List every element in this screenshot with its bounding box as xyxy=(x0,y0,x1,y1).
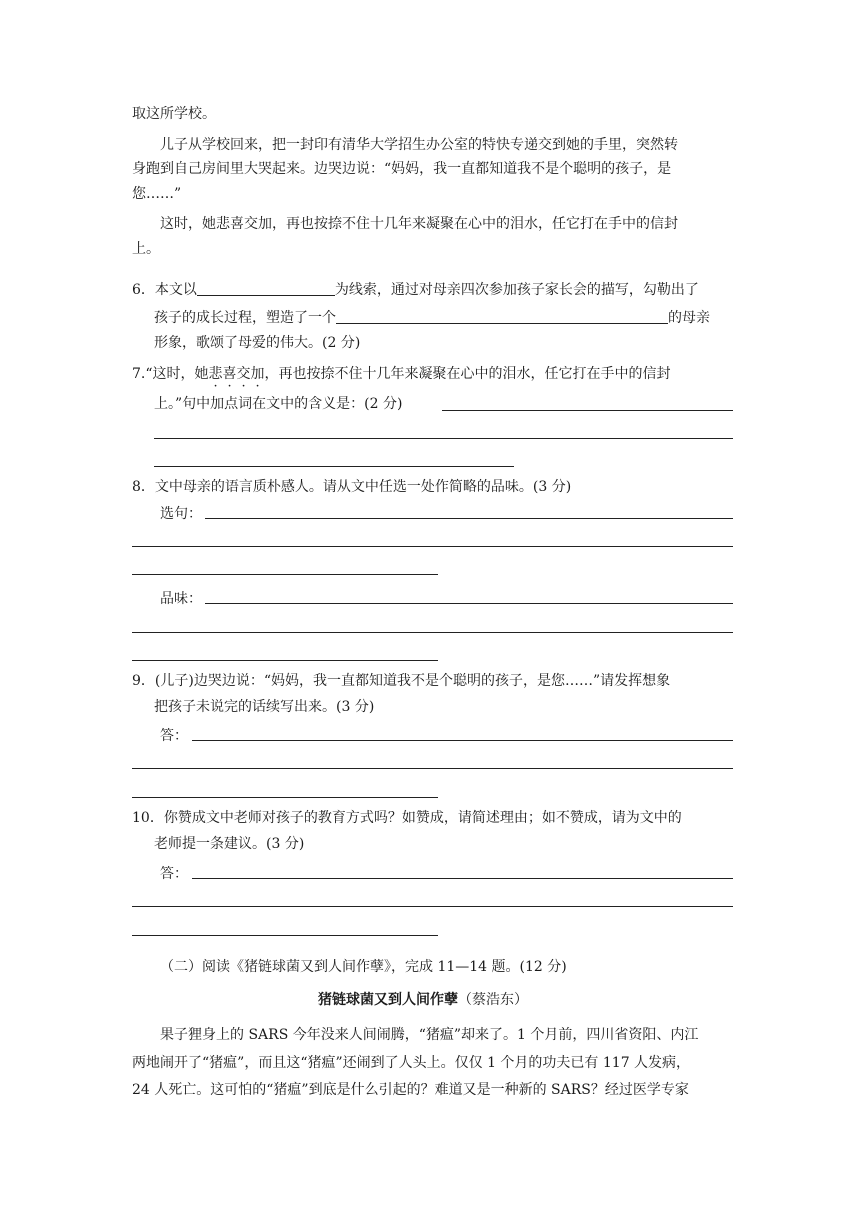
story-line: 您……” xyxy=(132,186,182,202)
story-line: 儿子从学校回来，把一封印有清华大学招生办公室的特快专递交到她的手里，突然转 xyxy=(160,137,678,153)
article-line: 24 人死亡。这可怕的“猪瘟”到底是什么引起的？难道又是一种新的 SARS？经过医学专家 xyxy=(132,1082,689,1098)
q8-select-line[interactable] xyxy=(205,518,733,519)
q9-answer-line[interactable] xyxy=(132,768,733,769)
q7-answer-line[interactable] xyxy=(154,466,514,467)
q8-savor-line[interactable] xyxy=(132,660,438,661)
q7-text: 7.“这时，她 xyxy=(132,366,209,382)
question-10-line-2: 老师提一条建议。(3 分) xyxy=(154,836,305,852)
q6-text: 6．本文以 xyxy=(132,282,197,298)
q8-select-line[interactable] xyxy=(132,574,438,575)
q6-blank-1[interactable] xyxy=(197,279,335,296)
q7-dotted-char: 喜 xyxy=(222,366,237,382)
q7-answer-line[interactable] xyxy=(442,410,733,411)
q10-answer-line[interactable] xyxy=(132,935,438,936)
q7-dotted-char: 加 xyxy=(250,366,265,382)
question-6-line-1 xyxy=(132,279,699,300)
story-line: 上。 xyxy=(132,241,160,257)
question-6-line-3: 形象，歌颂了母爱的伟大。(2 分) xyxy=(154,335,361,351)
q9-answer-label: 答： xyxy=(160,728,188,744)
q8-savor-line[interactable] xyxy=(205,603,733,604)
q8-savor-label: 品味： xyxy=(160,591,202,607)
q9-answer-line[interactable] xyxy=(132,797,438,798)
question-7-line-2: 上。”句中加点词在文中的含义是：(2 分) xyxy=(154,396,403,412)
q6-text: 孩子的成长过程，塑造了一个 xyxy=(154,310,336,326)
q6-text: 为线索，通过对母亲四次参加孩子家长会的描写，勾勒出了 xyxy=(334,282,699,298)
q6-text: 的母亲 xyxy=(668,310,710,326)
q8-savor-line[interactable] xyxy=(132,632,733,633)
q10-answer-line[interactable] xyxy=(132,906,733,907)
q8-select-label: 选句： xyxy=(160,506,202,522)
q7-dotted-char: 悲 xyxy=(208,366,223,382)
q10-answer-line[interactable] xyxy=(192,878,733,879)
story-line: 这时，她悲喜交加，再也按捺不住十几年来凝聚在心中的泪水，任它打在手中的信封 xyxy=(160,216,678,232)
article-author: （蔡浩东） xyxy=(458,992,528,1008)
article-line: 两地闹开了“猪瘟”，而且这“猪瘟”还闹到了人头上。仅仅 1 个月的功夫已有 117 人发病， xyxy=(132,1055,691,1071)
question-9-line-1: 9．(儿子)边哭边说：“妈妈，我一直都知道我不是个聪明的孩子，是您……”请发挥想象 xyxy=(132,673,671,689)
q8-select-line[interactable] xyxy=(132,546,733,547)
question-7-line-1 xyxy=(132,364,671,384)
question-10-line-1: 10．你赞成文中老师对孩子的教育方式吗？如赞成，请简述理由；如不赞成，请为文中的 xyxy=(132,810,682,826)
question-9-line-2: 把孩子未说完的话续写出来。(3 分) xyxy=(154,699,375,715)
story-line: 取这所学校。 xyxy=(132,106,216,122)
q9-answer-line[interactable] xyxy=(192,740,733,741)
article-line: 果子狸身上的 SARS 今年没来人间闹腾，“猪瘟”却来了。1 个月前，四川省资阳、内江 xyxy=(160,1027,699,1043)
story-line: 身跑到自己房间里大哭起来。边哭边说：“妈妈，我一直都知道我不是个聪明的孩子，是 xyxy=(132,161,672,177)
q6-blank-2[interactable] xyxy=(336,307,668,324)
article-title xyxy=(318,990,528,1010)
article-title-text: 猪链球菌又到人间作孽 xyxy=(318,992,458,1008)
q7-text: ，再也按捺不住十几年来凝聚在心中的泪水，任它打在手中的信封 xyxy=(264,366,671,382)
question-8: 8．文中母亲的语言质朴感人。请从文中任选一处作简略的品味。(3 分) xyxy=(132,479,572,495)
q7-answer-line[interactable] xyxy=(154,438,733,439)
q10-answer-label: 答： xyxy=(160,866,188,882)
question-6-line-2 xyxy=(154,307,710,328)
section-2-heading: （二）阅读《猪链球菌又到人间作孽》，完成 11—14 题。(12 分) xyxy=(160,959,567,975)
q7-dotted-char: 交 xyxy=(236,366,251,382)
